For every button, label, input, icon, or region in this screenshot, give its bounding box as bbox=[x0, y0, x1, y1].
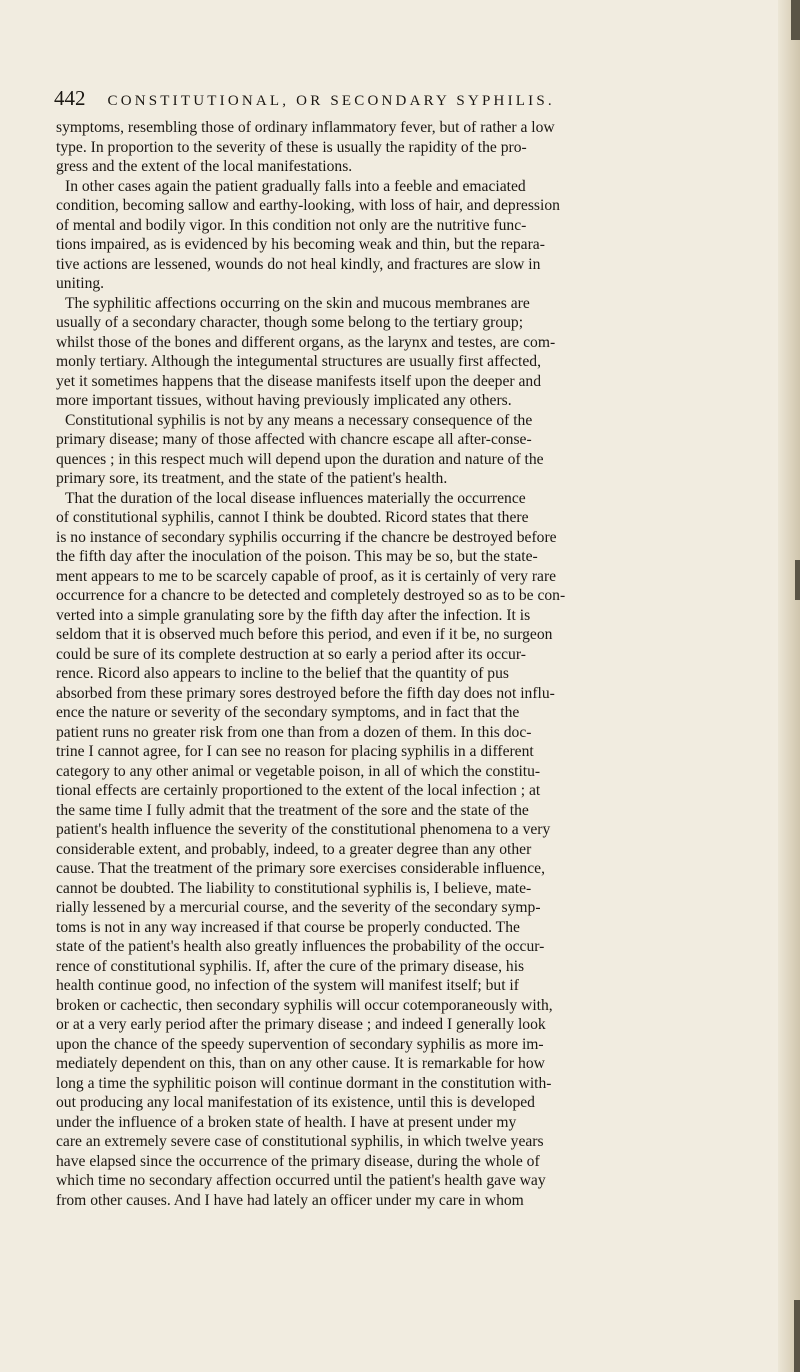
text-line: care an extremely severe case of constitutional syphilis, in which twelve years bbox=[56, 1133, 544, 1150]
text-line: uniting. bbox=[56, 275, 105, 292]
text-line: absorbed from these primary sores destroyed before the fifth day does not influ- bbox=[56, 684, 555, 702]
text-line: whilst those of the bones and different organs, as the larynx and testes, are com- bbox=[56, 333, 556, 351]
page-edge-shadow bbox=[791, 0, 800, 40]
text-line: rence. Ricord also appears to incline to the belief that the quantity of pus bbox=[56, 665, 509, 682]
text-line: primary sore, its treatment, and the state of the patient's health. bbox=[56, 470, 448, 487]
paragraph bbox=[56, 489, 756, 1211]
paragraph bbox=[56, 177, 756, 294]
text-line: occurrence for a chancre to be detected and completely destroyed so as to be con- bbox=[56, 587, 566, 604]
text-line: tive actions are lessened, wounds do not heal kindly, and fractures are slow in bbox=[56, 255, 541, 273]
page-number: 442 bbox=[54, 86, 86, 110]
text-line: health continue good, no infection of the system will manifest itself; but if bbox=[56, 977, 519, 994]
paragraph bbox=[56, 294, 756, 411]
text-line: which time no secondary affection occurred until the patient's health gave way bbox=[56, 1172, 546, 1189]
text-line: gress and the extent of the local manifestations. bbox=[56, 158, 353, 175]
text-line: long a time the syphilitic poison will continue dormant in the constitution with- bbox=[56, 1074, 552, 1092]
text-line: verted into a simple granulating sore by the fifth day after the infection. It is bbox=[56, 606, 531, 624]
text-line: patient runs no greater risk from one than from a dozen of them. In this doc- bbox=[56, 723, 532, 741]
page-edge-shadow bbox=[795, 560, 800, 600]
text-line: condition, becoming sallow and earthy-looking, with loss of hair, and depression bbox=[56, 197, 560, 214]
text-line: quences ; in this respect much will depend upon the duration and nature of the bbox=[56, 450, 544, 468]
text-line: Constitutional syphilis is not by any means a necessary consequence of the bbox=[65, 411, 533, 429]
page-edge bbox=[778, 0, 800, 1372]
text-line: toms is not in any way increased if that course be properly conducted. The bbox=[56, 918, 520, 936]
text-line: more important tissues, without having previously implicated any others. bbox=[56, 392, 512, 409]
text-line: tions impaired, as is evidenced by his becoming weak and thin, but the repara- bbox=[56, 236, 545, 253]
text-line: rence of constitutional syphilis. If, after the cure of the primary disease, his bbox=[56, 957, 525, 975]
paragraph bbox=[56, 411, 756, 489]
text-line: out producing any local manifestation of its existence, until this is developed bbox=[56, 1094, 535, 1111]
text-line: under the influence of a broken state of health. I have at present under my bbox=[56, 1113, 517, 1131]
text-line: of mental and bodily vigor. In this condition not only are the nutritive func- bbox=[56, 216, 527, 234]
text-line: rially lessened by a mercurial course, and the severity of the secondary symp- bbox=[56, 899, 541, 916]
text-line: In other cases again the patient gradually falls into a feeble and emaciated bbox=[65, 177, 526, 195]
text-line: of constitutional syphilis, cannot I think be doubted. Ricord states that there bbox=[56, 509, 529, 526]
text-line: The syphilitic affections occurring on the skin and mucous membranes are bbox=[65, 294, 530, 312]
text-line: yet it sometimes happens that the disease manifests itself upon the deeper and bbox=[56, 372, 542, 390]
text-line: could be sure of its complete destruction at so early a period after its occur- bbox=[56, 645, 526, 663]
text-line: mediately dependent on this, than on any other cause. It is remarkable for how bbox=[56, 1055, 545, 1072]
text-line: patient's health influence the severity of the constitutional phenomena to a very bbox=[56, 821, 551, 838]
text-line: symptoms, resembling those of ordinary inflammatory fever, but of rather a low bbox=[56, 119, 555, 136]
text-line: type. In proportion to the severity of these is usually the rapidity of the pro- bbox=[56, 138, 527, 156]
text-line: state of the patient's health also greatly influences the probability of the occur- bbox=[56, 938, 545, 955]
text-line: have elapsed since the occurrence of the primary disease, during the whole of bbox=[56, 1152, 540, 1170]
page-edge-shadow bbox=[794, 1300, 800, 1372]
text-line: ence the nature or severity of the secondary symptoms, and in fact that the bbox=[56, 704, 520, 721]
text-line: cause. That the treatment of the primary sore exercises considerable influence, bbox=[56, 860, 545, 877]
text-line: primary disease; many of those affected with chancre escape all after-conse- bbox=[56, 431, 532, 448]
text-line: monly tertiary. Although the integumental structures are usually first affected, bbox=[56, 353, 541, 370]
running-title: CONSTITUTIONAL, OR SECONDARY SYPHILIS. bbox=[107, 93, 555, 109]
text-line: trine I cannot agree, for I can see no reason for placing syphilis in a different bbox=[56, 743, 534, 760]
paragraph bbox=[56, 118, 756, 177]
text-line: upon the chance of the speedy supervention of secondary syphilis as more im- bbox=[56, 1035, 544, 1053]
text-line: is no instance of secondary syphilis occurring if the chancre be destroyed before bbox=[56, 528, 557, 546]
text-line: category to any other animal or vegetable poison, in all of which the constitu- bbox=[56, 762, 541, 780]
text-line: cannot be doubted. The liability to constitutional syphilis is, I believe, mate- bbox=[56, 879, 532, 897]
page-header bbox=[54, 86, 754, 111]
text-line: the same time I fully admit that the treatment of the sore and the state of the bbox=[56, 801, 529, 819]
text-line: the fifth day after the inoculation of the poison. This may be so, but the state- bbox=[56, 548, 538, 565]
text-line: tional effects are certainly proportioned to the extent of the local infection ; at bbox=[56, 782, 541, 799]
text-line: broken or cachectic, then secondary syphilis will occur cotemporaneously with, bbox=[56, 996, 553, 1014]
text-line: or at a very early period after the primary disease ; and indeed I generally look bbox=[56, 1016, 546, 1033]
text-line: from other causes. And I have had lately an officer under my care in whom bbox=[56, 1191, 524, 1209]
text-line: usually of a secondary character, though some belong to the tertiary group; bbox=[56, 314, 524, 331]
text-line: seldom that it is observed much before this period, and even if it be, no surgeon bbox=[56, 626, 553, 643]
text-line: That the duration of the local disease influences materially the occurrence bbox=[65, 489, 526, 507]
body-text bbox=[56, 118, 756, 1210]
text-line: ment appears to me to be scarcely capable of proof, as it is certainly of very rare bbox=[56, 567, 557, 585]
text-line: considerable extent, and probably, indeed, to a greater degree than any other bbox=[56, 840, 532, 858]
